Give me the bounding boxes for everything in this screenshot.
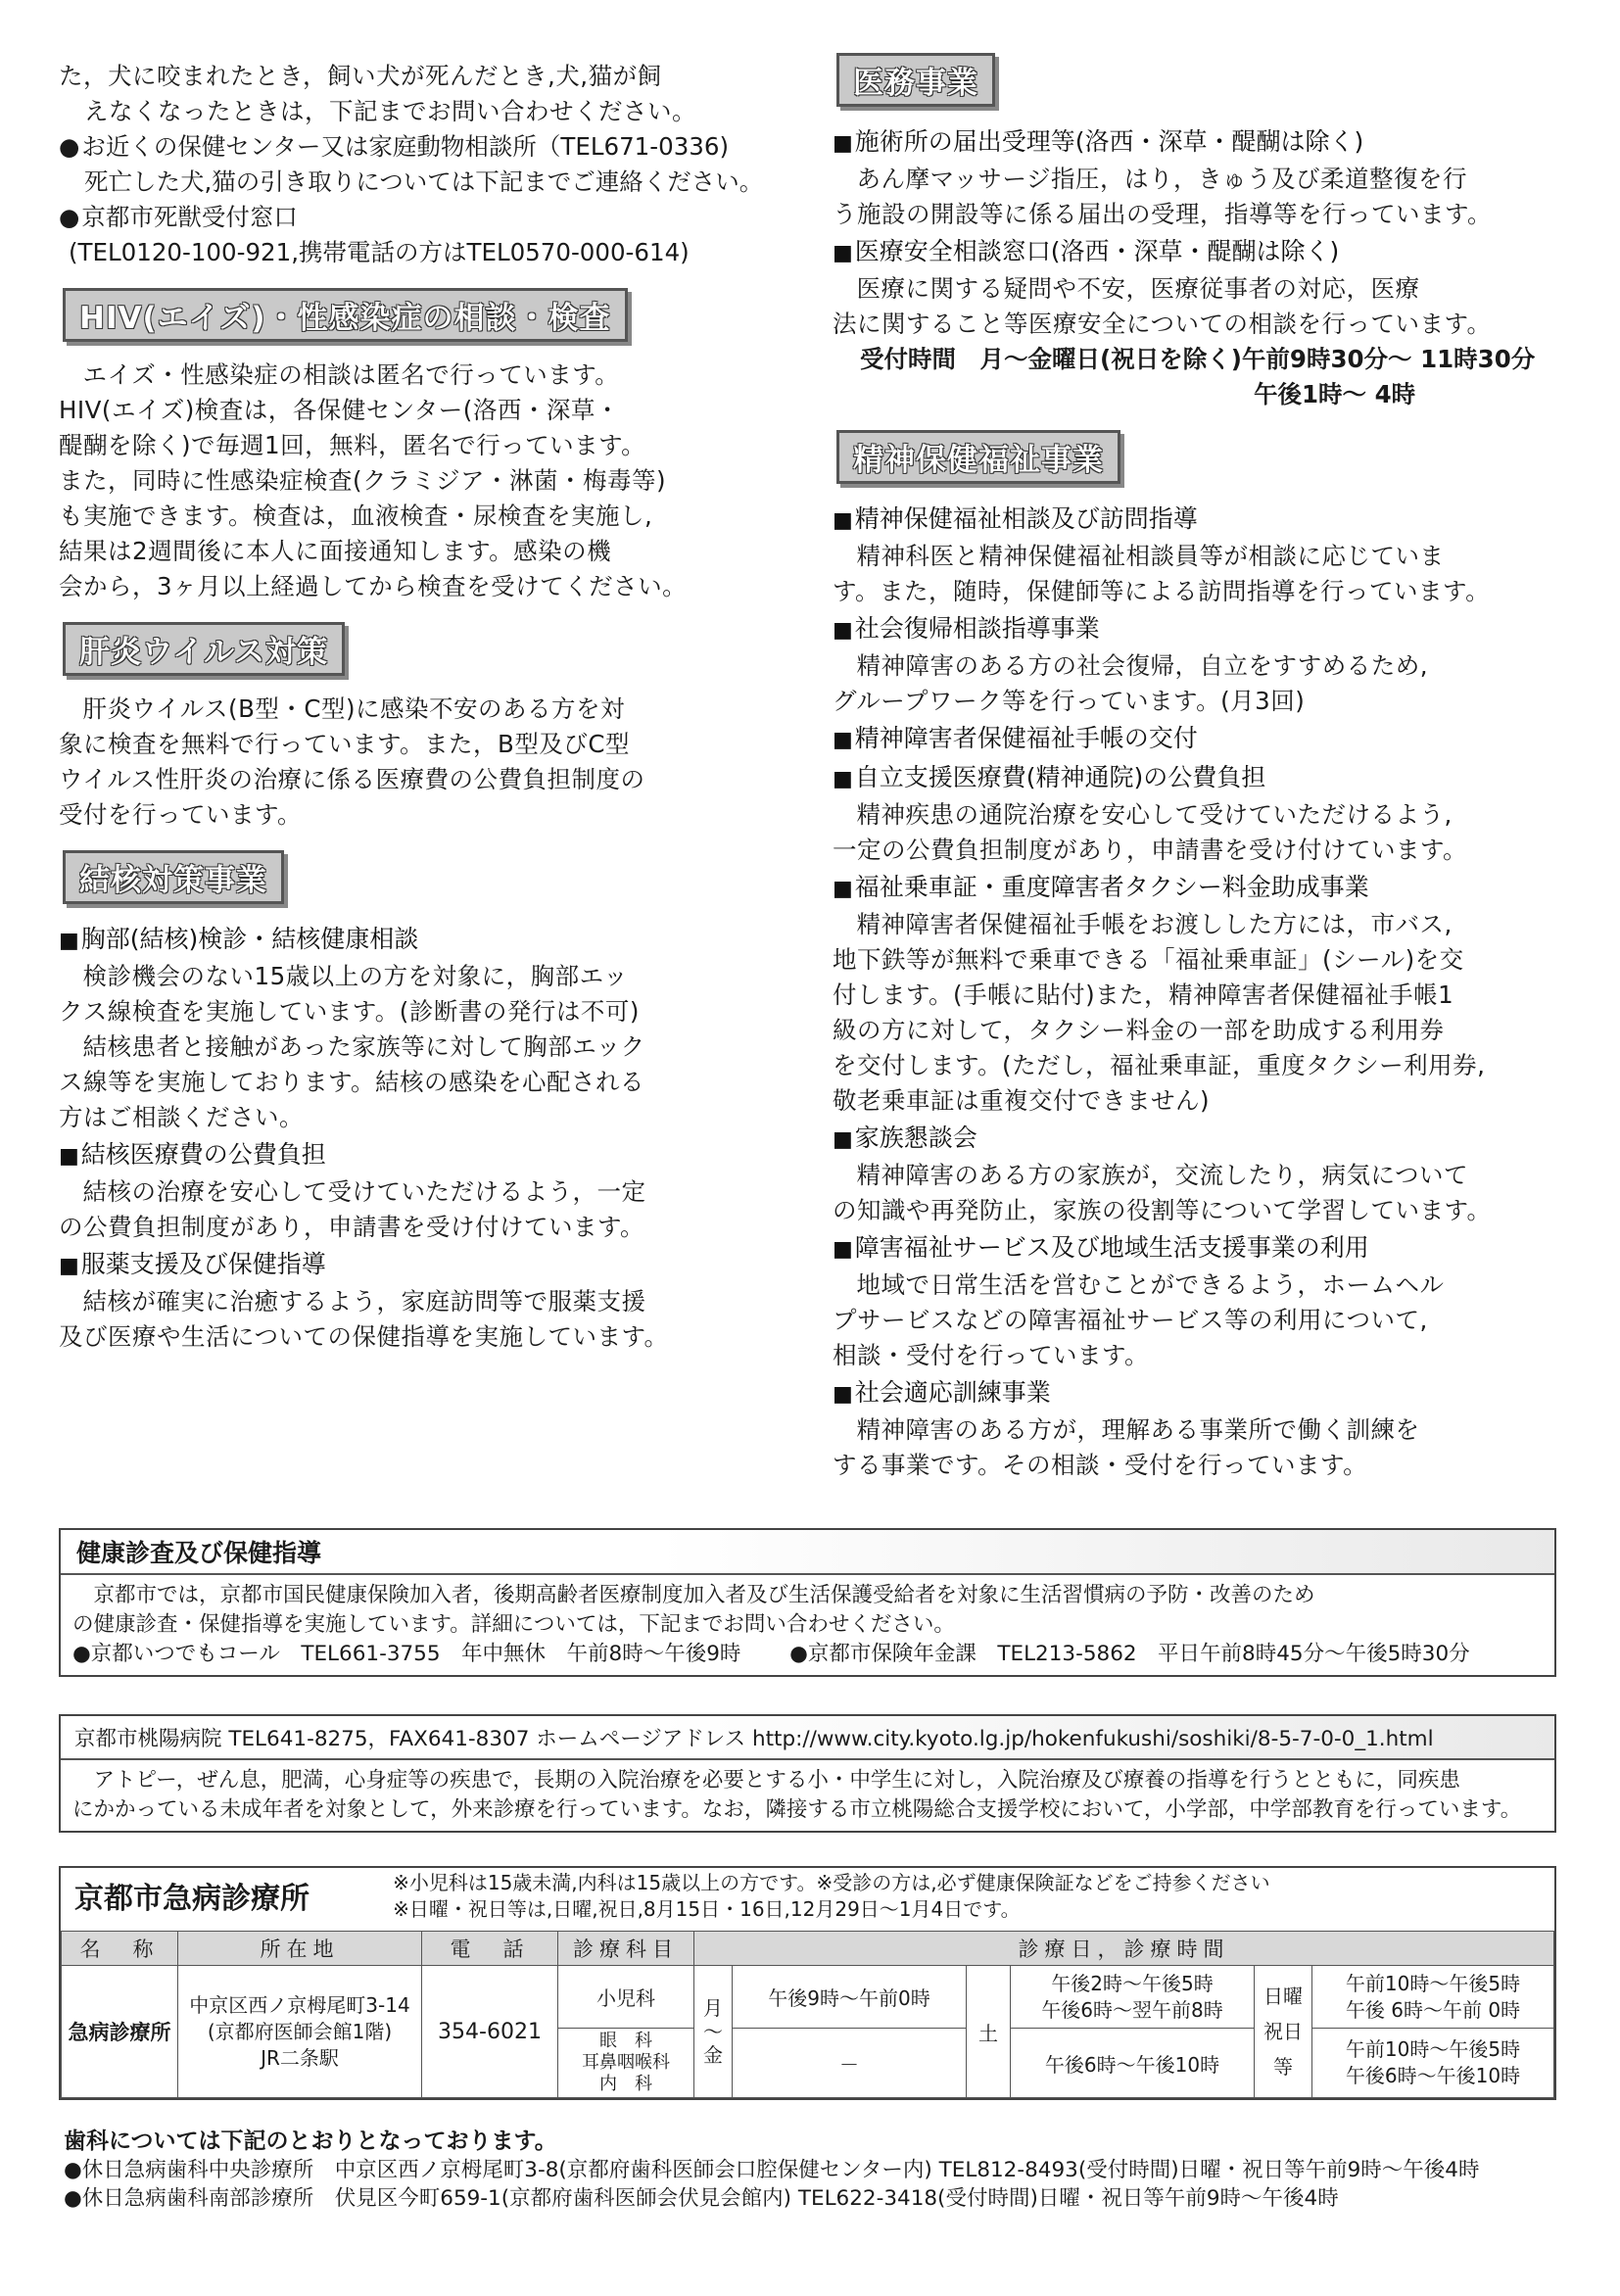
medical-hours-1: 受付時間 月～金曜日(祝日を除く)午前9時30分～ 11時30分 <box>860 345 1536 373</box>
sunday-pediatrics-hours <box>1312 1966 1554 2029</box>
weekday-label-char: ～ <box>703 2020 723 2043</box>
address-line: (京都府医師会館1階) <box>207 2019 393 2043</box>
hiv-body <box>59 358 803 604</box>
mental-line: 地域で日常生活を営むことができるよう，ホームヘル <box>856 1270 1445 1299</box>
hepatitis-line: 象に検査を無料で行っています。また，B型及びC型 <box>59 730 630 758</box>
medical-line: 医療に関する疑問や不安，医療従事者の対応，医療 <box>856 274 1420 303</box>
mental-line: 精神疾患の通院治療を安心して受けていただけるよう, <box>856 800 1453 829</box>
mental-item-heading: ■ 社会適応訓練事業 <box>833 1375 1567 1412</box>
intro-bullet-carcass <box>59 200 803 235</box>
weekday-label <box>694 1966 733 2098</box>
hiv-line: また，同時に性感染症検査(クラミジア・淋菌・梅毒等) <box>59 466 667 495</box>
sunday-label <box>1255 1966 1312 2098</box>
tb-line: の公費負担制度があり，申請書を受け付けています。 <box>59 1213 645 1241</box>
mental-line: 地下鉄等が無料で乗車できる「福祉乗車証」(シール)を交 <box>833 945 1464 974</box>
col-header-address: 所在地 <box>178 1932 422 1966</box>
hours-line: 午後2時～午後5時 <box>1051 1971 1214 1995</box>
hours-line: 午前10時～午後5時 <box>1345 1971 1521 1995</box>
dental-central-clinic: ●休日急病歯科中央診療所 中京区西ノ京栂尾町3-8(京都府歯科医師会口腔保健センター内) TEL812-8493(受付時間)日曜・祝日等午前9時～午後4時 <box>64 2158 1480 2182</box>
mental-item-heading: ■ 精神保健福祉相談及び訪問指導 <box>833 502 1567 539</box>
touyou-hospital-header-text: 京都市桃陽病院 TEL641-8275，FAX641-8307 ホームページアドレス http://www.city.kyoto.lg.jp/hokenfukushi/soshiki/8-5-7-0-0_1.html <box>74 1727 1434 1751</box>
health-check-contacts <box>72 1640 1543 1669</box>
hours-line: 午前10時～午後5時 <box>1345 2037 1521 2061</box>
touyou-line-1: アトピー，ぜん息，肥満，心身症等の疾患で，長期の入院治療を必要とする小・中学生に対し，入院治療及び療養の指導を行うとともに，同疾患 <box>93 1768 1460 1793</box>
contact-insurance-division: ●京都市保険年金課 TEL213-5862 平日午前8時45分～午後5時30分 <box>789 1642 1470 1666</box>
hiv-line: エイズ・性感染症の相談は匿名で行っています。 <box>82 360 620 389</box>
hiv-line: 結果は2週間後に本人に面接通知します。感染の機 <box>59 537 612 565</box>
hiv-line: HIV(エイズ)検査は，各保健センター(洛西・深草・ <box>59 396 620 424</box>
tb-item-heading: ■ 胸部(結核)検診・結核健康相談 <box>59 922 803 959</box>
tb-line: 結核患者と接触があった家族等に対して胸部エック <box>82 1032 645 1061</box>
mental-item-heading: ■ 障害福祉サービス及び地域生活支援事業の利用 <box>833 1230 1567 1268</box>
mental-line: グループワーク等を行っています。(月3回) <box>833 687 1306 715</box>
saturday-other-hours: 午後6時～午後10時 <box>1011 2029 1255 2098</box>
hepatitis-line: 肝炎ウイルス(B型・C型)に感染不安のある方を対 <box>82 694 626 723</box>
saturday-pediatrics-hours <box>1011 1966 1255 2029</box>
mental-item-heading: ■ 自立支援医療費(精神通院)の公費負担 <box>833 760 1567 797</box>
health-check-body <box>61 1575 1554 1675</box>
mental-line: を交付します。(ただし，福祉乗車証，重度タクシー利用券, <box>833 1051 1486 1079</box>
tb-line: クス線検査を実施しています。(診断書の発行は不可) <box>59 997 640 1026</box>
sunday-other-hours <box>1312 2029 1554 2098</box>
tb-line: 結核の治療を安心して受けていただけるよう，一定 <box>82 1177 646 1206</box>
right-column <box>833 53 1567 1483</box>
section-title-tb: 結核対策事業 <box>63 850 284 904</box>
mental-line: 級の方に対して，タクシー料金の一部を助成する利用券 <box>833 1016 1445 1044</box>
section-title-hepatitis: 肝炎ウイルス対策 <box>63 622 345 676</box>
touyou-hospital-header <box>61 1716 1554 1760</box>
health-check-line-1: 京都市では，京都市国民健康保険加入者，後期高齢者医療制度加入者及び生活保護受給者を対象に生活習慣病の予防・改善のため <box>93 1583 1315 1607</box>
tb-line: ス線等を実施しております。結核の感染を心配される <box>59 1068 645 1096</box>
contact-itsudemo-call: ●京都いつでもコール TEL661-3755 年中無休 午前8時～午後9時 <box>72 1642 741 1666</box>
saturday-label: 土 <box>967 1966 1011 2098</box>
dept-line: 耳鼻咽喉科 <box>582 2052 670 2073</box>
health-check-box <box>59 1528 1556 1677</box>
dept-pediatrics: 小児科 <box>558 1966 694 2029</box>
mental-line: 精神科医と精神保健福祉相談員等が相談に応じていま <box>856 542 1445 570</box>
medical-line: う施設の開設等に係る届出の受理，指導等を行っています。 <box>833 200 1493 228</box>
clinic-name: 急病診療所 <box>62 1966 178 2098</box>
sunday-label-line: 日曜 <box>1263 1985 1303 2008</box>
tb-line: 方はご相談ください。 <box>59 1103 304 1131</box>
hours-line: 午後6時～午後10時 <box>1345 2064 1521 2087</box>
hiv-line: 醍醐を除く)で毎週1回，無料，匿名で行っています。 <box>59 431 646 459</box>
col-header-name: 名 称 <box>62 1932 178 1966</box>
mental-item-heading: ■ 家族懇談会 <box>833 1121 1567 1158</box>
mental-line: の知識や再発防止，家族の役割等について学習しています。 <box>833 1196 1492 1224</box>
section-title-hiv: HIV(エイズ)・性感染症の相談・検査 <box>63 288 628 342</box>
table-row-pediatrics <box>62 1966 1554 2029</box>
emergency-note-1: ※小児科は15歳未満,内科は15歳以上の方です。※受診の方は,必ず健康保険証などをご持参ください <box>393 1871 1270 1894</box>
medical-hours-2: 午後1時～ 4時 <box>1254 380 1416 408</box>
weekday-label-char: 金 <box>703 2043 723 2067</box>
emergency-notes <box>393 1868 1270 1923</box>
dept-line: 内 科 <box>599 2074 652 2094</box>
health-check-title: 健康診査及び保健指導 <box>61 1530 1554 1575</box>
mental-line: 付します。(手帳に貼付)また，精神障害者保健福祉手帳1 <box>833 981 1454 1009</box>
clinic-phone: 354-6021 <box>422 1966 558 2098</box>
clinic-address <box>178 1966 422 2098</box>
section-title-mental: 精神保健福祉事業 <box>836 430 1120 484</box>
emergency-clinic-box <box>59 1866 1556 2100</box>
touyou-hospital-body <box>61 1760 1554 1831</box>
emergency-clinic-title: 京都市急病診療所 <box>74 1882 310 1916</box>
tb-line: 及び医療や生活についての保健指導を実施しています。 <box>59 1322 669 1351</box>
touyou-hospital-box <box>59 1714 1556 1833</box>
medical-line: あん摩マッサージ指圧，はり，きゅう及び柔道整復を行 <box>856 165 1468 193</box>
table-header-row <box>62 1932 1554 1966</box>
section-title-medical: 医務事業 <box>836 53 995 107</box>
hiv-line: も実施できます。検査は，血液検査・尿検査を実施し, <box>59 502 653 530</box>
mental-line: プサービスなどの障害福祉サービス等の利用について, <box>833 1306 1428 1334</box>
medical-item-heading: ■ 医療安全相談窓口(洛西・深草・醍醐は除く) <box>833 234 1567 271</box>
bullet-dot-icon: ● <box>59 132 80 161</box>
intro-bullet-2-note: (TEL0120-100-921,携帯電話の方はTEL0570-000-614) <box>69 238 690 266</box>
medical-item-heading: ■ 施術所の届出受理等(洛西・深草・醍醐は除く) <box>833 124 1567 162</box>
weekday-label-char: 月 <box>703 1996 723 2020</box>
tb-line: 検診機会のない15歳以上の方を対象に，胸部エッ <box>82 962 629 990</box>
mental-line: 精神障害のある方の家族が，交流したり，病気について <box>856 1161 1469 1189</box>
tb-item-heading: ■ 服薬支援及び保健指導 <box>59 1247 803 1284</box>
col-header-schedule: 診療日，診療時間 <box>694 1932 1554 1966</box>
tb-line: 結核が確実に治癒するよう，家庭訪問等で服薬支援 <box>82 1287 646 1315</box>
mental-line: 精神障害のある方の社会復帰，自立をすすめるため, <box>856 651 1429 680</box>
intro-bullet-2-text: 京都市死獣受付窓口 <box>81 203 298 231</box>
hours-line: 午後6時～翌午前8時 <box>1041 1997 1223 2022</box>
hepatitis-line: ウイルス性肝炎の治療に係る医療費の公費負担制度の <box>59 765 645 793</box>
intro-line-2: えなくなったときは，下記までお問い合わせください。 <box>84 97 696 125</box>
tb-body <box>59 922 803 1355</box>
weekday-other-hours: － <box>733 2029 967 2098</box>
intro-bullet-1-text: お近くの保健センター又は家庭動物相談所（TEL671-0336) <box>81 132 730 161</box>
mental-line: 敬老乗車証は重複交付できません) <box>833 1086 1211 1115</box>
mental-item-heading: ■ 社会復帰相談指導事業 <box>833 611 1567 648</box>
hiv-line: 会から，3ヶ月以上経過してから検査を受けてください。 <box>59 572 688 600</box>
hepatitis-body <box>59 692 803 833</box>
dental-intro: 歯科については下記のとおりとなっております。 <box>64 2129 557 2154</box>
dental-south-clinic: ●休日急病歯科南部診療所 伏見区今町659-1(京都府歯科医師会伏見会館内) TEL622-3418(受付時間)日曜・祝日等午前9時～午後4時 <box>64 2186 1339 2211</box>
bullet-dot-icon: ● <box>59 203 80 231</box>
col-header-dept: 診療科目 <box>558 1932 694 1966</box>
weekday-pediatrics-hours: 午後9時～午前0時 <box>733 1966 967 2029</box>
emergency-header <box>61 1868 1554 1931</box>
address-line: 中京区西ノ京栂尾町3-14 <box>189 1992 410 2017</box>
medical-line: 法に関すること等医療安全についての相談を行っています。 <box>833 310 1492 338</box>
mental-line: する事業です。その相談・受付を行っています。 <box>833 1451 1368 1479</box>
emergency-schedule-table <box>61 1931 1554 2098</box>
dental-info <box>64 2128 1479 2213</box>
mental-item-heading: ■ 精神障害者保健福祉手帳の交付 <box>833 721 1567 758</box>
mental-item-heading: ■ 福祉乗車証・重度障害者タクシー料金助成事業 <box>833 870 1567 907</box>
sunday-label-line: 等 <box>1273 2055 1293 2079</box>
mental-line: 相談・受付を行っています。 <box>833 1341 1150 1369</box>
col-header-phone: 電 話 <box>422 1932 558 1966</box>
health-check-line-2: の健康診査・保健指導を実施しています。詳細については，下記までお問い合わせください。 <box>72 1612 955 1637</box>
mental-body <box>833 502 1567 1483</box>
address-line: JR二条駅 <box>261 2045 339 2070</box>
intro-line-1: た，犬に咬まれたとき，飼い犬が死んだとき,犬,猫が飼 <box>59 62 662 90</box>
dept-others <box>558 2029 694 2098</box>
mental-line: 精神障害者保健福祉手帳をお渡しした方には，市バス, <box>856 910 1453 938</box>
mental-line: 精神障害のある方が，理解ある事業所で働く訓練を <box>856 1415 1420 1444</box>
intro-bullet-health-center <box>59 129 803 165</box>
touyou-line-2: にかかっている未成年者を対象として，外来診療を行っています。なお，隣接する市立桃陽総合支援学校において，小学部，中学部教育を行っています。 <box>72 1797 1522 1822</box>
hours-line: 午後 6時～午前 0時 <box>1345 1997 1521 2022</box>
mental-line: 一定の公費負担制度があり，申請書を受け付けています。 <box>833 836 1468 864</box>
tb-item-heading: ■ 結核医療費の公費負担 <box>59 1137 803 1174</box>
mental-line: す。また，随時，保健師等による訪問指導を行っています。 <box>833 577 1491 605</box>
emergency-note-2: ※日曜・祝日等は,日曜,祝日,8月15日・16日,12月29日～1月4日です。 <box>393 1897 1021 1921</box>
intro-bullet-1-note: 死亡した犬,猫の引き取りについては下記までご連絡ください。 <box>84 167 764 196</box>
left-column <box>59 59 803 1355</box>
hepatitis-line: 受付を行っています。 <box>59 800 303 829</box>
dept-line: 眼 科 <box>599 2031 652 2051</box>
sunday-label-line: 祝日 <box>1263 2020 1303 2043</box>
